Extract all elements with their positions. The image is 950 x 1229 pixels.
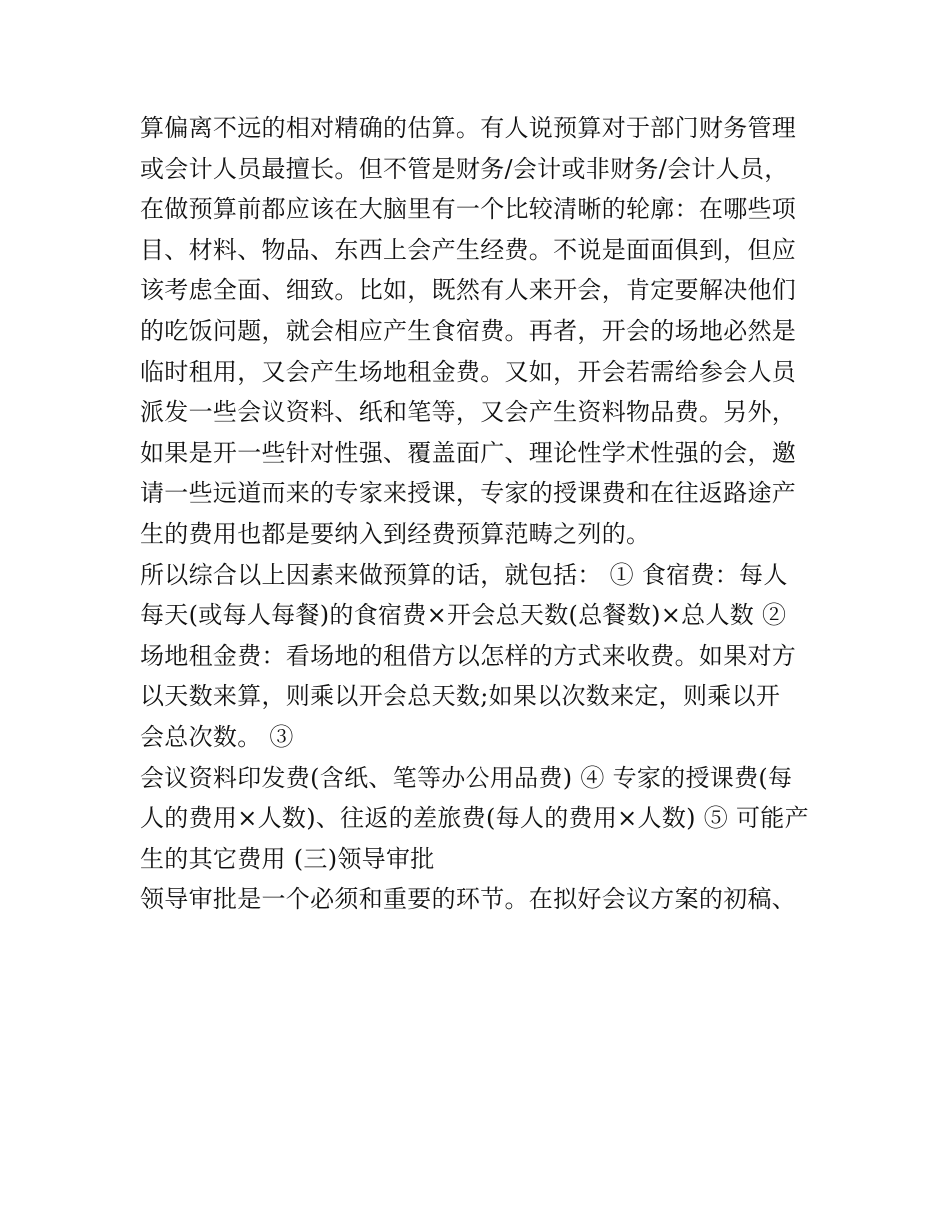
text-line: 临时租用，又会产生场地租金费。又如，开会若需给参会人员 xyxy=(140,357,797,386)
text-line: 算偏离不远的相对精确的估算。有人说预算对于部门财务管理 xyxy=(140,114,797,142)
text-line: 所以综合以上因素来做预算的话，就包括： ① 食宿费：每人 xyxy=(140,560,788,589)
text-line: 或会计人员最擅长。但不管是财务/会计或非财务/会计人员， xyxy=(140,154,789,183)
text-line: 如果是开一些针对性强、覆盖面广、理论性学术性强的会，邀 xyxy=(140,438,797,467)
text-line: 生的其它费用 (三)领导审批 xyxy=(140,844,435,873)
text-line: 场地租金费：看场地的租借方以怎样的方式来收费。如果对方 xyxy=(140,641,797,670)
text-line: 人的费用×人数)、往返的差旅费(每人的费用×人数) ⑤ 可能产 xyxy=(140,804,809,833)
text-line: 会议资料印发费(含纸、笔等办公用品费) ④ 专家的授课费(每 xyxy=(140,763,793,792)
body-text xyxy=(140,108,820,920)
text-line: 会总次数。 ③ xyxy=(140,722,294,751)
text-line: 每天(或每人每餐)的食宿费×开会总天数(总餐数)×总人数 ② xyxy=(140,601,787,630)
text-line: 请一些远道而来的专家来授课，专家的授课费和在往返路途产 xyxy=(140,479,797,508)
text-line: 领导审批是一个必须和重要的环节。在拟好会议方案的初稿、 xyxy=(140,885,797,914)
text-line: 派发一些会议资料、纸和笔等，又会产生资料物品费。另外， xyxy=(140,398,797,427)
text-line: 目、材料、物品、东西上会产生经费。不说是面面俱到，但应 xyxy=(140,235,797,264)
text-line: 在做预算前都应该在大脑里有一个比较清晰的轮廓：在哪些项 xyxy=(140,195,797,224)
text-line: 该考虑全面、细致。比如，既然有人来开会，肯定要解决他们 xyxy=(140,276,797,305)
text-line: 以天数来算，则乘以开会总天数;如果以次数来定，则乘以开 xyxy=(140,682,781,711)
text-line: 的吃饭问题，就会相应产生食宿费。再者，开会的场地必然是 xyxy=(140,316,797,345)
text-line: 生的费用也都是要纳入到经费预算范畴之列的。 xyxy=(140,519,651,548)
